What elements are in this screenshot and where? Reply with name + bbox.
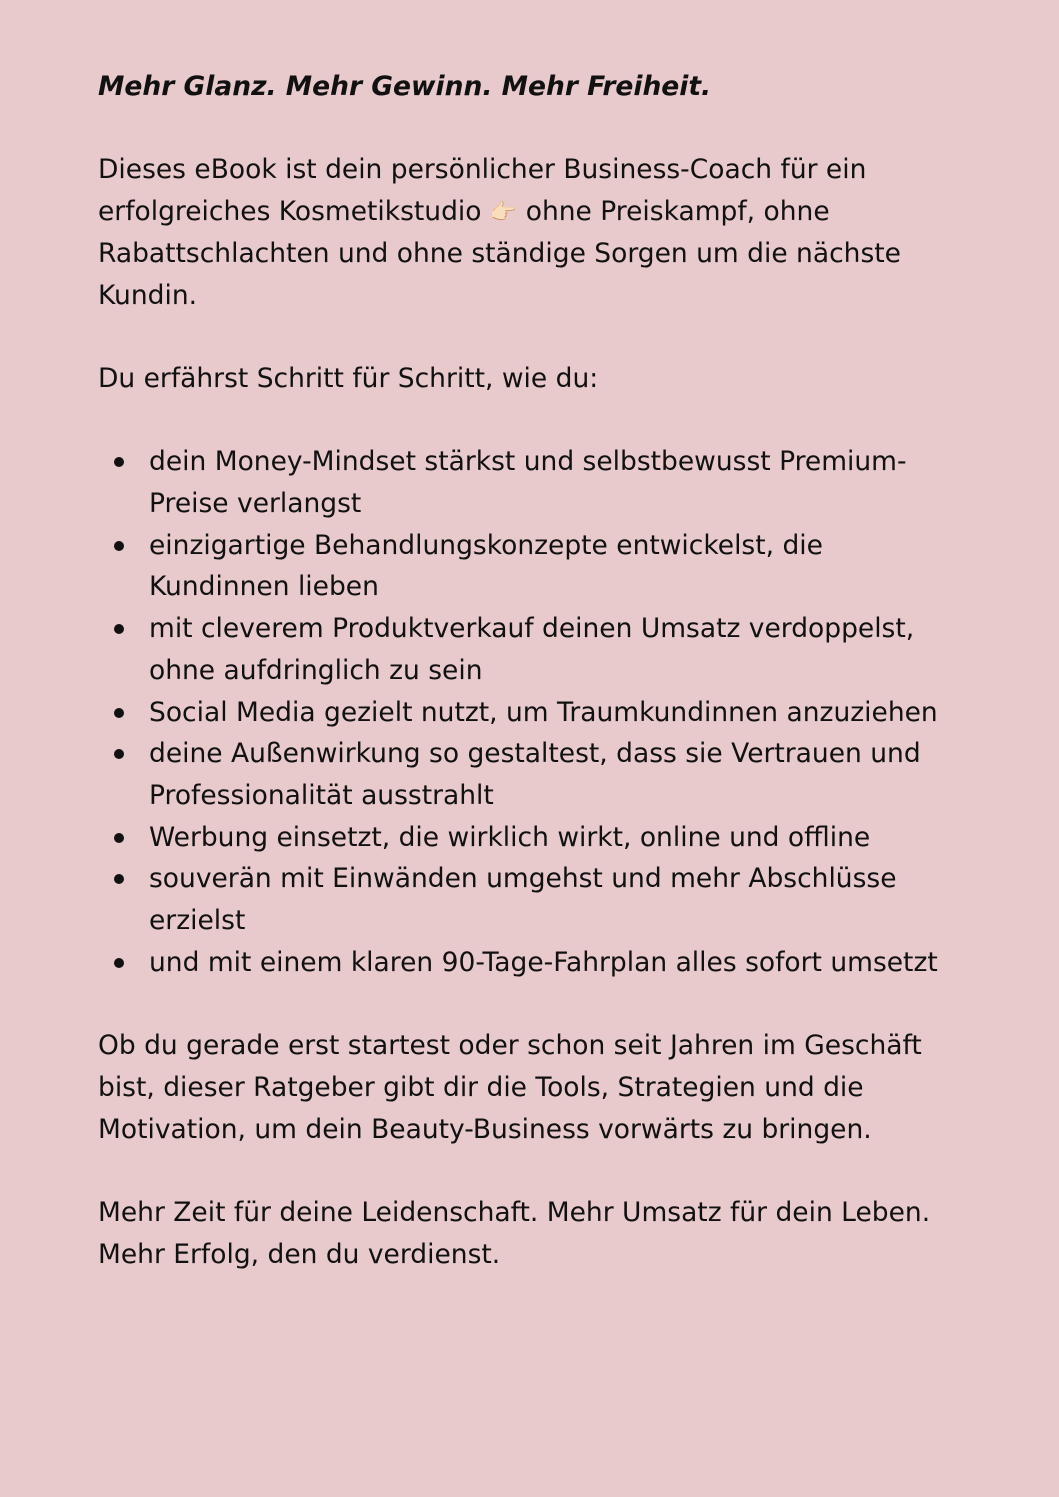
list-item-text: deine Außenwirkung so gestaltest, dass sie Vertrauen und Professionalität ausstrahlt: [149, 738, 921, 811]
benefits-list: [98, 441, 969, 983]
bullet-icon: [114, 874, 124, 884]
list-item: [98, 441, 969, 524]
list-item: [98, 942, 969, 984]
list-item: [98, 608, 969, 691]
list-item: [98, 525, 969, 608]
headline: Mehr Glanz. Mehr Gewinn. Mehr Freiheit.: [98, 71, 712, 102]
list-item-text: und mit einem klaren 90-Tage-Fahrplan alles sofort umsetzt: [149, 946, 938, 978]
bullet-icon: [114, 624, 124, 634]
list-item: [98, 858, 969, 941]
list-item: [98, 692, 969, 734]
bullet-icon: [114, 708, 124, 718]
list-item: [98, 817, 969, 859]
closing-paragraph: Ob du gerade erst startest oder schon seit Jahren im Geschäft bist, dieser Ratgeber gibt dir die Tools, Strategien und die Motivation, um dein Beauty-Business vorwärts zu bringen.: [98, 1030, 922, 1145]
list-item-text: Social Media gezielt nutzt, um Traumkundinnen anzuziehen: [149, 696, 938, 728]
list-item-text: einzigartige Behandlungskonzepte entwickelst, die Kundinnen lieben: [149, 529, 823, 603]
intro-paragraph: [98, 149, 969, 316]
final-line: Mehr Zeit für deine Leidenschaft. Mehr Umsatz für dein Leben. Mehr Erfolg, den du verdienst.: [98, 1196, 931, 1270]
pointing-hand-icon: 👉🏻: [489, 200, 518, 226]
bullet-icon: [114, 958, 124, 968]
bullet-icon: [114, 541, 124, 551]
lead-in-text: Du erfährst Schritt für Schritt, wie du:: [98, 362, 599, 394]
bullet-icon: [114, 833, 124, 843]
list-item-text: mit cleverem Produktverkauf deinen Umsatz verdoppelst, ohne aufdringlich zu sein: [149, 613, 915, 686]
list-item: [98, 733, 969, 816]
list-item-text: Werbung einsetzt, die wirklich wirkt, online und offline: [149, 821, 871, 853]
list-item-text: souverän mit Einwänden umgehst und mehr Abschlüsse erzielst: [149, 863, 897, 937]
intro-text-start: Dieses eBook ist dein persönlicher Business-Coach für ein erfolgreiches Kosmetikstudio: [98, 154, 867, 228]
list-item-text: dein Money-Mindset stärkst und selbstbewusst Premium-Preise verlangst: [149, 446, 907, 519]
bullet-icon: [114, 457, 124, 467]
bullet-icon: [114, 749, 124, 759]
intro-text-end: ohne Preiskampf, ohne Rabattschlachten und ohne ständige Sorgen um die nächste Kundin.: [98, 196, 901, 311]
